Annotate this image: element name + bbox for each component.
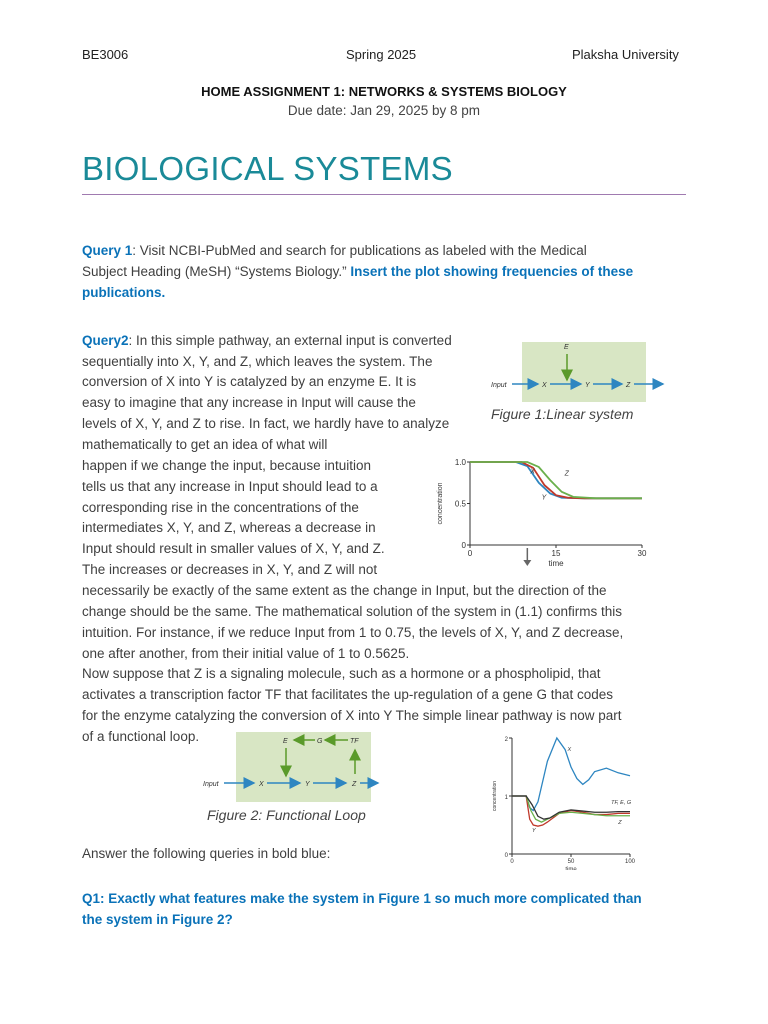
query2-line: Query2: In this simple pathway, an external input is converted: [82, 333, 452, 348]
figure1-y-label: Y: [585, 382, 590, 389]
figure2-input-label: Input: [203, 781, 219, 788]
query2-line: levels of X, Y, and Z to rise. In fact, we hardly have to analyze: [82, 416, 450, 431]
figure2-diagram: [200, 730, 380, 805]
query1-line3: publications.: [82, 285, 166, 300]
term: Spring 2025: [346, 47, 417, 62]
query2-line: Input should result in smaller values of X, Y, and Z.: [82, 541, 385, 556]
y-tick-label: 1: [504, 795, 508, 801]
query2-line: happen if we change the input, because intuition: [82, 458, 371, 473]
query2-line: sequentially into X, Y, and Z, which leaves the system. The: [82, 354, 433, 369]
institution: Plaksha University: [572, 47, 679, 62]
y-tick-label: 0: [461, 541, 466, 550]
title-divider: [82, 194, 686, 195]
series-label-y: Y: [532, 827, 536, 834]
figure1-background: [522, 342, 646, 402]
query2-line: mathematically to get an idea of what will: [82, 437, 328, 452]
figure1-e-label: E: [564, 344, 569, 351]
series-line-y: [470, 462, 642, 498]
y-tick-label: 1.0: [454, 458, 466, 467]
series-label-y: Y: [541, 494, 547, 502]
query2-line: one after another, from their initial value of 1 to 0.5625.: [82, 646, 410, 661]
figure2-g-label: G: [317, 738, 323, 745]
query2-line: of a functional loop.: [82, 729, 200, 744]
due-date: Due date: Jan 29, 2025 by 8 pm: [287, 103, 481, 118]
y-axis-label: concentration: [437, 482, 444, 525]
series-label-z: Z: [618, 819, 622, 826]
query2-line: activates a transcription factor TF that facilitates the up-regulation of a gene G that codes: [82, 687, 614, 702]
query2-line: change should be the same. The mathematical solution of the system in (1.1) confirms this: [82, 604, 623, 619]
query1-line2: Subject Heading (MeSH) “Systems Biology.” Insert the plot showing frequencies of these: [82, 264, 634, 279]
figure2-x-label: X: [259, 781, 264, 788]
figure2-tf-label: TF: [350, 738, 359, 745]
figure1-diagram: [488, 340, 678, 405]
figure2-e-label: E: [283, 738, 288, 745]
query2-line: The increases or decreases in X, Y, and Z will not: [82, 562, 378, 577]
chart1-linear-response: [430, 452, 660, 572]
x-axis-label: time: [548, 559, 564, 568]
figure1-x-label: X: [542, 382, 547, 389]
figure1-caption: Figure 1:Linear system: [491, 406, 634, 422]
x-tick-label: 100: [624, 859, 636, 865]
series-label-z: Z: [564, 470, 569, 478]
query2-line: intermediates X, Y, and Z, whereas a decrease in: [82, 520, 376, 535]
query2-line: for the enzyme catalyzing the conversion of X into Y The simple linear pathway is now part: [82, 708, 622, 723]
series-line-x: [470, 462, 642, 498]
x-tick-label: 30: [637, 549, 647, 558]
query1-line1: Query 1: Visit NCBI-PubMed and search for publications as labeled with the Medical: [82, 243, 587, 258]
y-tick-label: 0: [504, 853, 508, 859]
query2-line: corresponding rise in the concentrations of the: [82, 500, 359, 515]
figure2-y-label: Y: [305, 781, 310, 788]
x-tick-label: 0: [467, 549, 473, 558]
query2-line: tells us that any increase in Input should lead to a: [82, 479, 378, 494]
series-label-x: X: [567, 746, 572, 753]
query2-line: conversion of X into Y is catalyzed by an enzyme E. It is: [82, 374, 417, 389]
question1-line1: Q1: Exactly what features make the system in Figure 1 so much more complicated than: [82, 891, 642, 906]
x-tick-label: 15: [551, 549, 561, 558]
chart2-loop-response: [488, 730, 648, 870]
instructions: Answer the following queries in bold blue:: [82, 846, 331, 861]
figure2-z-label: Z: [352, 781, 357, 788]
series-label-x: X: [530, 468, 535, 476]
y-axis-label: concentration: [492, 780, 498, 812]
x-axis-label: time: [565, 867, 577, 870]
query2-line: Now suppose that Z is a signaling molecule, such as a hormone or a phospholipid, that: [82, 666, 601, 681]
y-tick-label: 2: [504, 737, 508, 743]
figure1-z-label: Z: [626, 382, 631, 389]
series-line-z: [470, 462, 642, 498]
section-title: BIOLOGICAL SYSTEMS: [82, 150, 453, 187]
figure1-input-label: Input: [491, 382, 507, 389]
input-drop-arrowhead: [523, 560, 531, 566]
query2-line: easy to imagine that any increase in Input will cause the: [82, 395, 416, 410]
figure2-caption: Figure 2: Functional Loop: [207, 807, 366, 823]
assignment-title: HOME ASSIGNMENT 1: NETWORKS & SYSTEMS BIOLOGY: [201, 84, 567, 99]
y-tick-label: 0.5: [454, 499, 466, 509]
query2-line: intuition. For instance, if we reduce Input from 1 to 0.75, the levels of X, Y, and Z decrease,: [82, 625, 624, 640]
series-label-tf-e-g: TF, E, G: [611, 800, 632, 807]
x-tick-label: 0: [510, 859, 514, 865]
query2-line: necessarily be exactly of the same extent as the change in Input, but the direction of the: [82, 583, 607, 598]
question1-line2: the system in Figure 2?: [82, 912, 233, 927]
x-tick-label: 50: [567, 859, 575, 865]
course-code: BE3006: [82, 47, 129, 62]
